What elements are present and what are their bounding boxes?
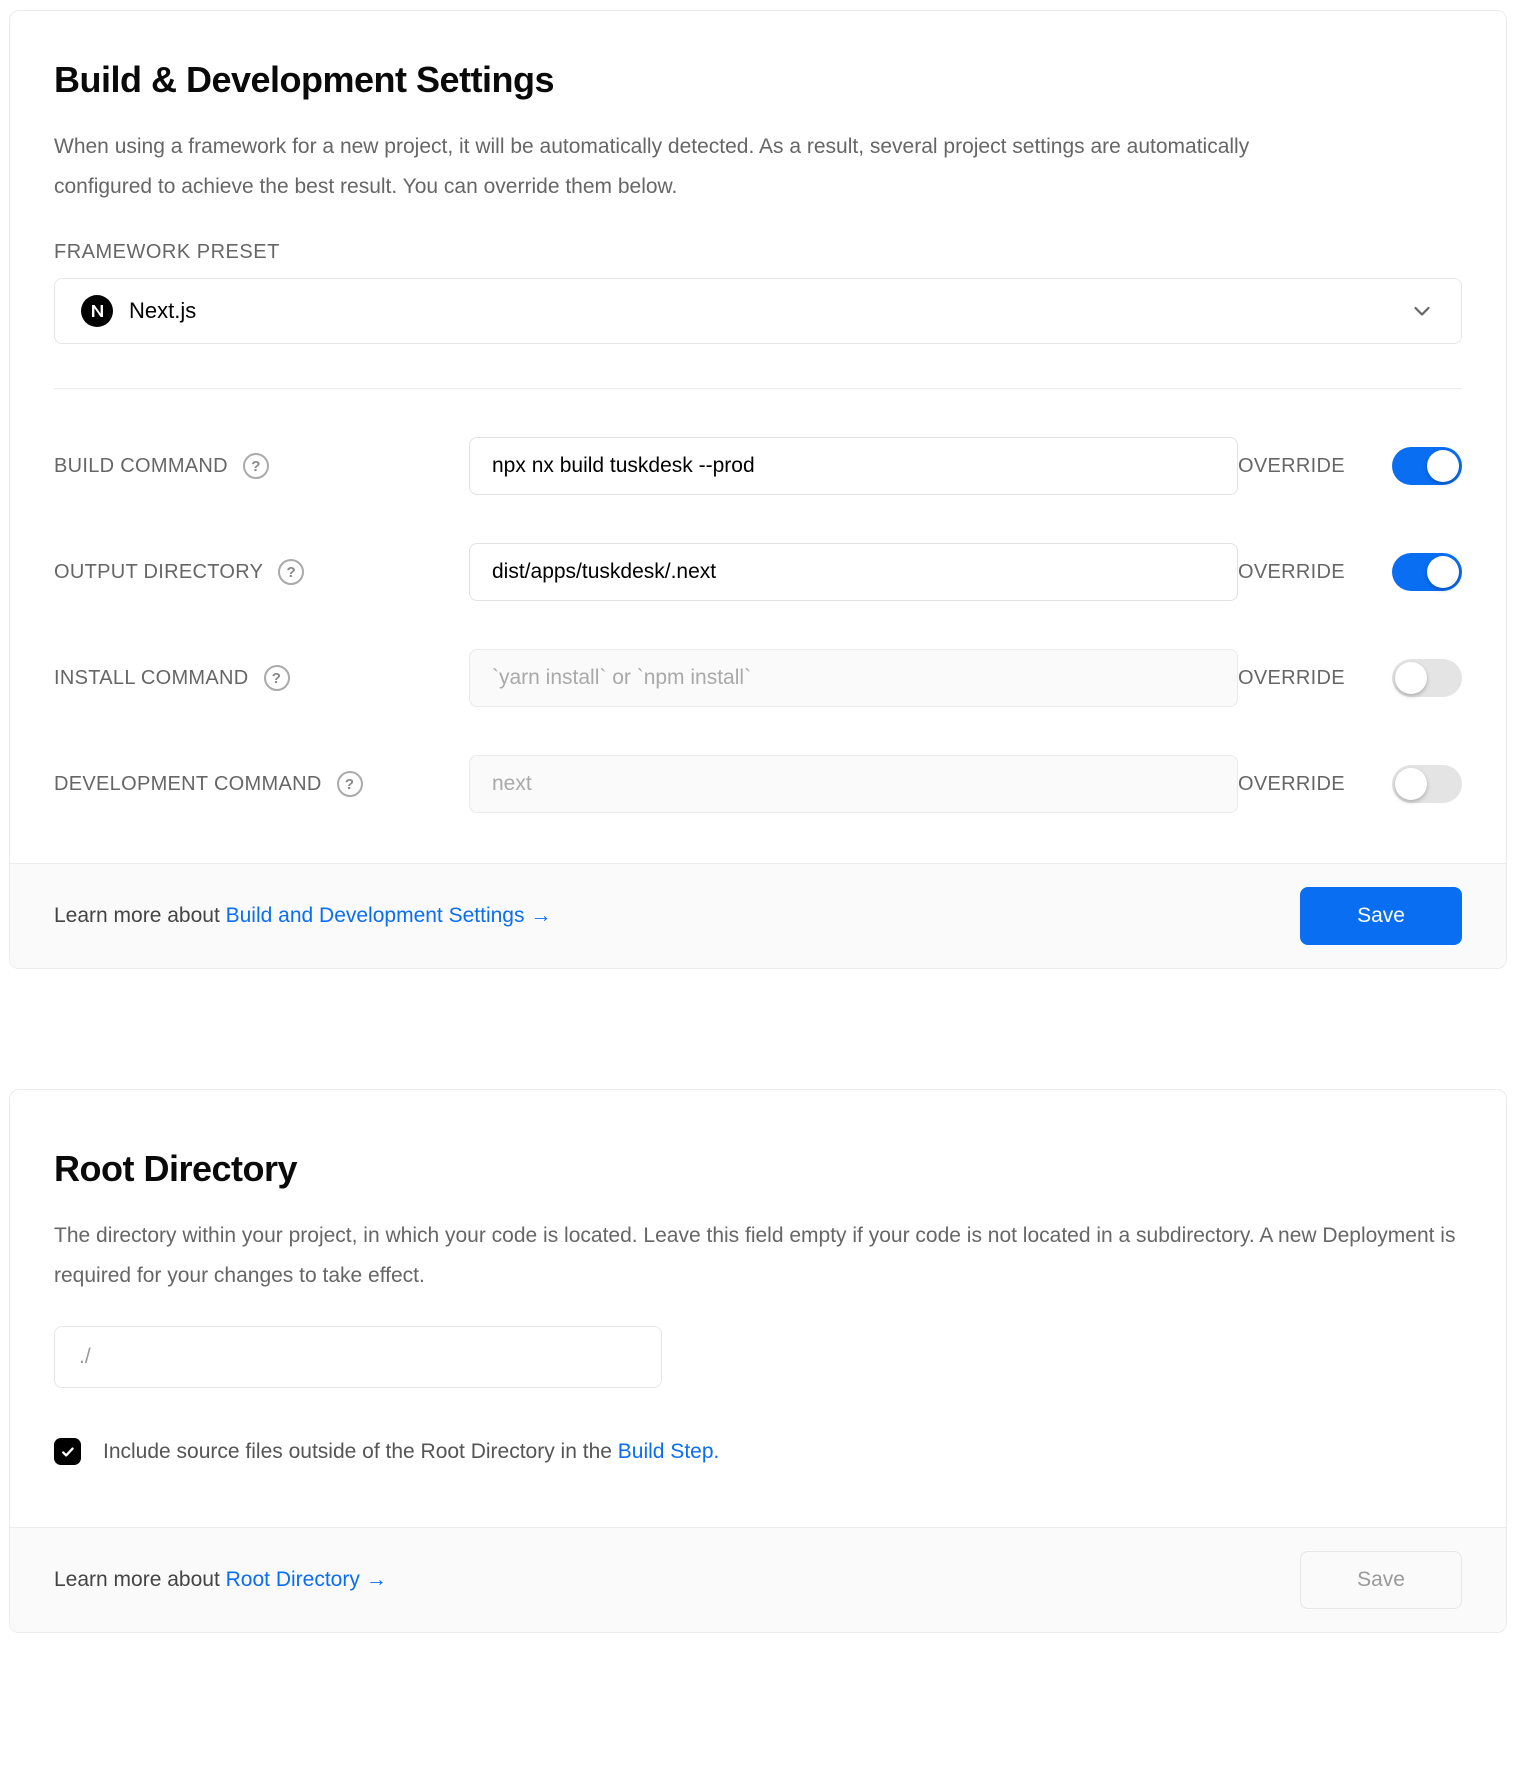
build-settings-title: Build & Development Settings (54, 59, 555, 100)
chevron-down-icon (1409, 298, 1435, 324)
output-directory-label: OUTPUT DIRECTORY (54, 560, 264, 583)
build-dev-settings-card (9, 10, 1507, 969)
build-step-link[interactable]: Build Step. (617, 1439, 720, 1463)
root-directory-save-button[interactable]: Save (1300, 1551, 1462, 1609)
output-directory-input[interactable] (469, 543, 1238, 601)
check-icon (60, 1444, 76, 1460)
arrow-right-icon: → (365, 1568, 387, 1591)
learn-more-prefix: Learn more about (54, 1568, 220, 1591)
help-icon[interactable]: ? (243, 453, 269, 479)
root-directory-learn-more (54, 1568, 387, 1592)
development-command-input[interactable] (469, 755, 1238, 813)
arrow-right-icon: → (530, 904, 552, 927)
build-command-row (54, 437, 1462, 495)
build-command-override-toggle[interactable] (1392, 447, 1462, 485)
development-command-label-group (54, 771, 469, 797)
install-command-override-toggle[interactable] (1392, 659, 1462, 697)
include-source-files-row (54, 1438, 1462, 1465)
help-icon[interactable]: ? (264, 665, 290, 691)
root-directory-title: Root Directory (54, 1148, 298, 1189)
build-command-input[interactable] (469, 437, 1238, 495)
development-command-label: DEVELOPMENT COMMAND (54, 772, 322, 795)
override-label: OVERRIDE (1238, 666, 1345, 689)
root-directory-description: The directory within your project, in which your code is located. Leave this field empty if your code is not located in a subdirectory. A new Deployment is required for your changes to take effect. (54, 1224, 1456, 1287)
build-settings-learn-more (54, 904, 551, 928)
spacer (54, 1465, 1462, 1527)
root-directory-footer (10, 1527, 1506, 1632)
install-command-row (54, 649, 1462, 707)
framework-preset-select[interactable] (54, 278, 1462, 344)
build-settings-footer (10, 863, 1506, 968)
install-command-override-cell (1238, 659, 1462, 697)
learn-more-prefix: Learn more about (54, 904, 220, 927)
install-command-label: INSTALL COMMAND (54, 666, 249, 689)
install-command-input[interactable] (469, 649, 1238, 707)
include-source-files-label: Include source files outside of the Root Directory in the Build Step. (103, 1439, 720, 1463)
override-label: OVERRIDE (1238, 772, 1345, 795)
override-label: OVERRIDE (1238, 560, 1345, 583)
section-divider (54, 388, 1462, 389)
output-directory-row (54, 543, 1462, 601)
root-directory-card (9, 1089, 1507, 1633)
development-command-override-cell (1238, 765, 1462, 803)
help-icon[interactable]: ? (337, 771, 363, 797)
root-directory-input[interactable] (54, 1326, 662, 1388)
output-directory-override-toggle[interactable] (1392, 553, 1462, 591)
build-command-label-group (54, 453, 469, 479)
override-label: OVERRIDE (1238, 454, 1345, 477)
nextjs-logo-icon (81, 295, 113, 327)
root-directory-docs-link[interactable]: Root Directory → (225, 1568, 387, 1591)
development-command-override-toggle[interactable] (1392, 765, 1462, 803)
framework-preset-value: Next.js (129, 298, 197, 323)
build-command-label: BUILD COMMAND (54, 454, 228, 477)
build-settings-docs-link[interactable]: Build and Development Settings → (225, 904, 552, 927)
development-command-row (54, 755, 1462, 813)
build-settings-description: When using a framework for a new project, it will be automatically detected. As a result, several project settings are automatically configured to achieve the best result. You can override them below. (54, 135, 1250, 198)
framework-preset-label: FRAMEWORK PRESET (54, 241, 280, 263)
build-settings-save-button[interactable]: Save (1300, 887, 1462, 945)
output-directory-override-cell (1238, 553, 1462, 591)
help-icon[interactable]: ? (278, 559, 304, 585)
include-source-files-checkbox[interactable] (54, 1438, 81, 1465)
output-directory-label-group (54, 559, 469, 585)
build-command-override-cell (1238, 447, 1462, 485)
install-command-label-group (54, 665, 469, 691)
